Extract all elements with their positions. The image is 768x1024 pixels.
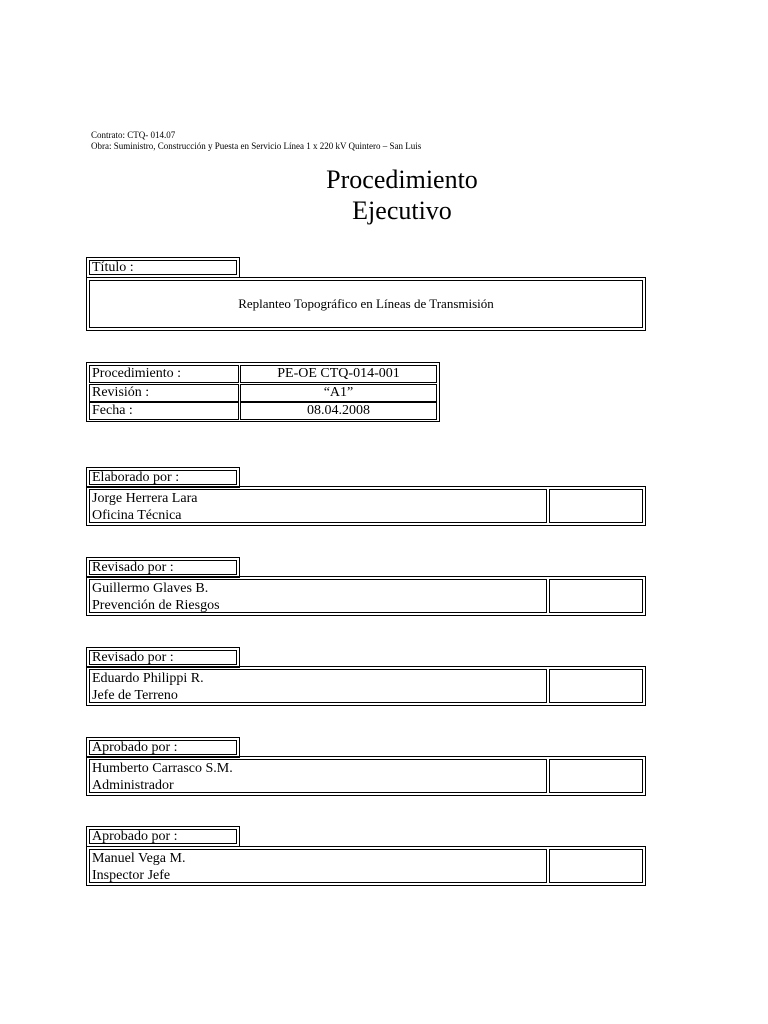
approval-person: [89, 849, 547, 883]
signature-cell: [549, 759, 643, 793]
signature-cell: [549, 669, 643, 703]
approval-label-box: [86, 826, 240, 847]
approval-label-box: [86, 557, 240, 578]
approval-label-box: [86, 647, 240, 668]
title-label: Título :: [89, 260, 237, 275]
contract-line: Contrato: CTQ- 014.07: [91, 130, 176, 140]
procedure-value: PE-OE CTQ-014-001: [240, 365, 437, 383]
approval-label: Revisado por :: [89, 650, 237, 665]
approval-person-box: [86, 846, 646, 886]
approval-person: [89, 759, 547, 793]
work-line: Obra: Suministro, Construcción y Puesta en Servicio Línea 1 x 220 kV Quintero – San Luis: [91, 141, 422, 151]
procedure-table: [86, 362, 440, 422]
approval-person-box: [86, 666, 646, 706]
approval-person-box: [86, 486, 646, 526]
approval-role: Inspector Jefe: [92, 868, 171, 883]
approval-name: Guillermo Glaves B.: [92, 581, 209, 596]
approval-label: Elaborado por :: [89, 470, 237, 485]
doc-title-line2: Ejecutivo: [352, 196, 452, 225]
approval-person-box: [86, 756, 646, 796]
title-label-box: [86, 257, 240, 278]
signature-cell: [549, 489, 643, 523]
date-value: 08.04.2008: [240, 402, 437, 420]
signature-cell: [549, 579, 643, 613]
signature-cell: [549, 849, 643, 883]
approval-role: Oficina Técnica: [92, 508, 182, 523]
approval-role: Prevención de Riesgos: [92, 598, 220, 613]
table-row: [89, 402, 437, 420]
approval-person-box: [86, 576, 646, 616]
approval-name: Eduardo Philippi R.: [92, 671, 204, 686]
approval-label: Aprobado por :: [89, 740, 237, 755]
revision-key: Revisión :: [89, 384, 239, 402]
approval-name: Humberto Carrasco S.M.: [92, 761, 233, 776]
approval-label-box: [86, 737, 240, 758]
approval-label: Aprobado por :: [89, 829, 237, 844]
table-row: [89, 384, 437, 402]
approval-person: [89, 489, 547, 523]
title-value: Replanteo Topográfico en Líneas de Transmisión: [89, 280, 643, 328]
approval-person: [89, 669, 547, 703]
approval-person: [89, 579, 547, 613]
table-row: [89, 365, 437, 383]
approval-role: Administrador: [92, 778, 174, 793]
title-value-box: [86, 277, 646, 331]
approval-label-box: [86, 467, 240, 488]
approval-label: Revisado por :: [89, 560, 237, 575]
revision-value: “A1”: [240, 384, 437, 402]
procedure-key: Procedimiento :: [89, 365, 239, 383]
date-key: Fecha :: [89, 402, 239, 420]
approval-name: Manuel Vega M.: [92, 851, 186, 866]
approval-role: Jefe de Terreno: [92, 688, 178, 703]
approval-name: Jorge Herrera Lara: [92, 491, 198, 506]
doc-title-line1: Procedimiento: [326, 165, 478, 194]
